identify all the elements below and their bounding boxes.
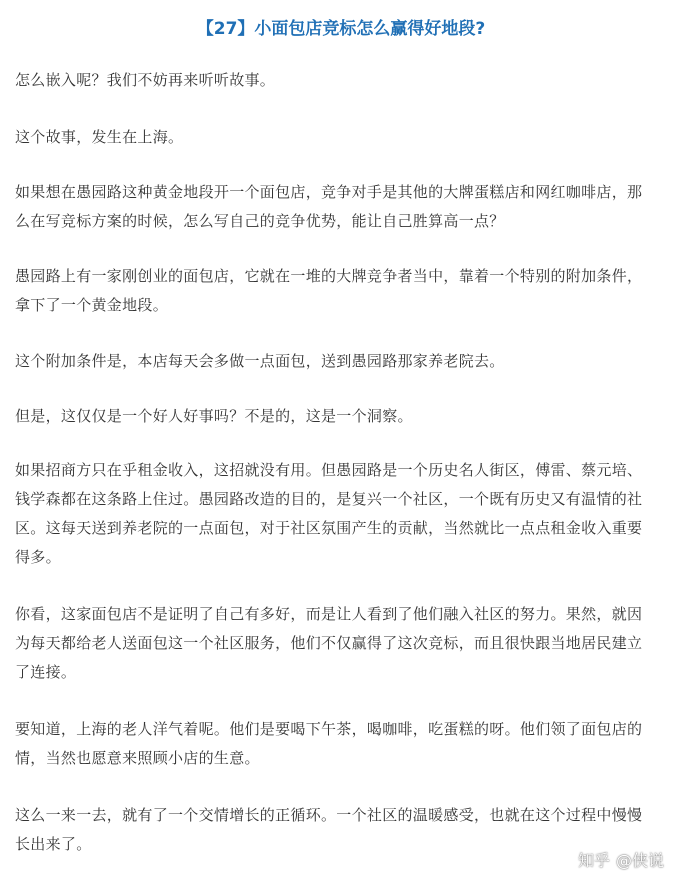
watermark-site: 知乎 [577,851,610,870]
paragraph-line: 区。这每天送到养老院的一点面包，对于社区氛围产生的贡献，当然就比一点点租金收入重要 [15,519,643,537]
paragraph-line: 怎么嵌入呢？我们不妨再来听听故事。 [15,71,276,89]
paragraph-line: 为每天都给老人送面包这一个社区服务，他们不仅赢得了这次竞标，而且很快跟当地居民建立 [15,634,643,652]
paragraph-6 [15,402,667,431]
paragraph-3 [15,178,667,236]
watermark-author: @侠说 [615,851,664,870]
paragraph-9 [15,715,667,773]
paragraph-line: 但是，这仅仅是一个好人好事吗？不是的，这是一个洞察。 [15,407,413,425]
paragraph-line: 了连接。 [15,663,77,681]
paragraph-line: 你看，这家面包店不是证明了自己有多好，而是让人看到了他们融入社区的努力。果然，就因 [15,605,643,623]
paragraph-line: 如果想在愚园路这种黄金地段开一个面包店，竞争对手是其他的大牌蛋糕店和网红咖啡店，那 [15,183,643,201]
paragraph-line: 长出来了。 [15,835,92,853]
paragraph-line: 这个附加条件是，本店每天会多做一点面包，送到愚园路那家养老院去。 [15,352,505,370]
paragraph-1 [15,66,667,95]
paragraph-line: 如果招商方只在乎租金收入，这招就没有用。但愚园路是一个历史名人街区，傅雷、蔡元培、 [15,461,643,479]
paragraph-line: 这么一来一去，就有了一个交情增长的正循环。一个社区的温暖感受，也就在这个过程中慢慢 [15,806,643,824]
paragraph-4 [15,262,667,320]
paragraph-line: 钱学森都在这条路上住过。愚园路改造的目的，是复兴一个社区，一个既有历史又有温情的社 [15,490,643,508]
paragraph-line: 愚园路上有一家刚创业的面包店，它就在一堆的大牌竞争者当中，靠着一个特别的附加条件， [15,267,643,285]
paragraph-5 [15,347,667,376]
paragraph-line: 情，当然也愿意来照顾小店的生意。 [15,749,260,767]
article-title: 【27】小面包店竞标怎么赢得好地段? [196,19,486,39]
zhihu-watermark [578,848,664,871]
paragraph-2 [15,123,667,152]
paragraph-line: 拿下了一个黄金地段。 [15,296,169,314]
paragraph-line: 得多。 [15,548,61,566]
paragraph-7 [15,456,667,572]
paragraph-8 [15,600,667,687]
paragraph-line: 这个故事，发生在上海。 [15,128,184,146]
paragraph-line: 要知道，上海的老人洋气着呢。他们是要喝下午茶，喝咖啡，吃蛋糕的呀。他们领了面包店的 [15,720,643,738]
paragraph-10 [15,801,667,859]
paragraph-line: 么在写竞标方案的时候，怎么写自己的竞争优势，能让自己胜算高一点？ [15,212,505,230]
